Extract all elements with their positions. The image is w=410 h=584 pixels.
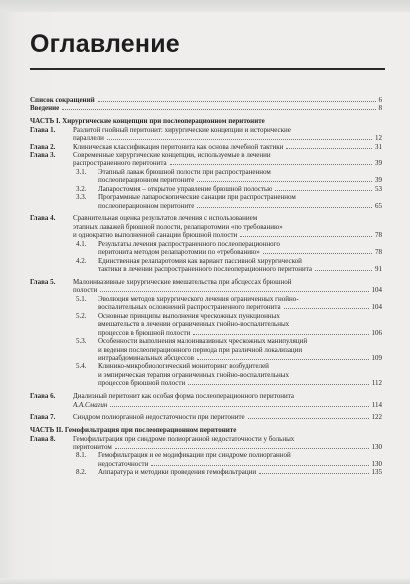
toc-entry bbox=[30, 151, 382, 168]
toc-leader-dots bbox=[275, 190, 372, 191]
toc-entry-text: распространенного перитонита bbox=[73, 159, 167, 168]
toc-entry-number: Глава 4. bbox=[30, 214, 56, 223]
toc-leader-dots bbox=[197, 207, 372, 208]
toc-entry-text: Основные принципы выполнения чрескожных пункционных bbox=[98, 311, 280, 320]
toc-entry-text: процессов в брюшной полости bbox=[98, 328, 191, 337]
toc-leader-dots bbox=[315, 270, 372, 271]
toc-page-number: 130 bbox=[371, 443, 382, 451]
toc-entry-text: и эмпирическая терапия ограниченных гнойно-воспалительных bbox=[98, 370, 290, 379]
toc-entry-text: и ведения послеоперационного периода при различной локализации bbox=[98, 345, 303, 354]
toc-entry-text: и однократно выполненной санации брюшной полости bbox=[73, 231, 238, 240]
toc-leader-dots bbox=[188, 384, 369, 385]
toc-part-heading bbox=[30, 426, 382, 434]
toc-entry-number: Глава 7. bbox=[30, 413, 56, 422]
toc-entry-number: 8.2. bbox=[76, 468, 87, 477]
toc-entry bbox=[30, 96, 382, 104]
toc-entry-number: Глава 5. bbox=[30, 277, 56, 286]
toc-page-number: 91 bbox=[375, 265, 382, 274]
toc-page-number: 109 bbox=[371, 354, 382, 363]
toc-entry bbox=[30, 312, 382, 337]
toc-entry-number: 3.1. bbox=[76, 167, 87, 176]
toc-leader-dots bbox=[286, 148, 372, 149]
toc-entry-number: 5.3. bbox=[76, 337, 87, 346]
toc-entry-text: Малоинвазивные хирургические вмешательства при абсцессах брюшной bbox=[73, 277, 292, 286]
toc-entry bbox=[30, 278, 382, 295]
toc-page-number: 104 bbox=[371, 303, 382, 312]
toc-entry-text: Введение bbox=[30, 104, 60, 113]
toc-page-number: 114 bbox=[371, 400, 382, 409]
toc-entry bbox=[30, 413, 382, 421]
toc-part-title: ЧАСТЬ I. Хирургические концепции при послеоперационном перитоните bbox=[30, 117, 265, 126]
toc-entry bbox=[30, 392, 382, 409]
toc-entry bbox=[30, 168, 382, 185]
toc-entry-text: Аппаратура и методики проведения гемофильтрации bbox=[98, 468, 257, 477]
toc-entry bbox=[30, 257, 382, 274]
toc-page-number: 78 bbox=[375, 231, 382, 240]
table-of-contents bbox=[30, 96, 382, 477]
toc-entry-number: 3.2. bbox=[76, 184, 87, 193]
toc-page-number: 135 bbox=[371, 468, 382, 477]
toc-entry-number: 3.3. bbox=[76, 193, 87, 202]
toc-page-number: 78 bbox=[375, 248, 382, 257]
toc-entry-text: Результаты лечения распространенного послеоперационного bbox=[98, 239, 280, 248]
toc-entry-text: А.А.Смагин bbox=[73, 400, 108, 409]
toc-leader-dots bbox=[248, 418, 369, 419]
toc-leader-dots bbox=[197, 181, 372, 182]
toc-leader-dots bbox=[193, 334, 368, 335]
toc-entry-text: Гемофильтрация при синдроме полиорганной недостаточности у больных bbox=[73, 434, 295, 443]
toc-entry bbox=[30, 468, 382, 476]
toc-entry bbox=[30, 362, 382, 387]
toc-entry-number: 8.1. bbox=[76, 451, 87, 460]
toc-entry-text: полости bbox=[73, 286, 98, 295]
page-title: Оглавление bbox=[30, 30, 180, 58]
toc-leader-dots bbox=[197, 359, 369, 360]
toc-leader-dots bbox=[110, 406, 368, 407]
toc-leader-dots bbox=[107, 139, 372, 140]
toc-page-number: 31 bbox=[375, 142, 382, 151]
toc-entry bbox=[30, 185, 382, 193]
toc-entry-text: Клинико-микробиологический мониторинг возбудителей bbox=[98, 362, 269, 371]
toc-entry-text: Сравнительная оценка результатов лечения с использованием bbox=[73, 214, 258, 223]
toc-entry bbox=[30, 193, 382, 210]
title-rule bbox=[30, 68, 385, 70]
top-margin-strip bbox=[0, 0, 410, 12]
toc-page-number: 39 bbox=[375, 176, 382, 185]
toc-entry-text: послеоперационном перитоните bbox=[98, 201, 195, 210]
toc-entry-text: Список сокращений bbox=[30, 96, 95, 104]
toc-page-number: 130 bbox=[371, 459, 382, 468]
toc-page-number: 8 bbox=[378, 104, 382, 113]
toc-page-number: 112 bbox=[371, 379, 382, 388]
toc-leader-dots bbox=[170, 164, 372, 165]
toc-entry-text: Современные хирургические концепции, используемые в лечении bbox=[73, 151, 271, 160]
toc-entry-text: воспалительных осложнений распространенного перитонита bbox=[98, 303, 281, 312]
toc-entry-number: 4.2. bbox=[76, 256, 87, 265]
toc-entry-number: Глава 3. bbox=[30, 151, 56, 160]
toc-entry-number: 5.4. bbox=[76, 362, 87, 371]
toc-leader-dots bbox=[98, 101, 376, 102]
toc-entry-number: Глава 2. bbox=[30, 142, 56, 151]
toc-entry bbox=[30, 143, 382, 151]
toc-part-title: ЧАСТЬ II. Гемофильтрация при послеоперационном перитоните bbox=[30, 426, 237, 435]
toc-page-number: 122 bbox=[371, 413, 382, 422]
toc-entry-text: параллели bbox=[73, 134, 104, 143]
toc-entry-number: 5.1. bbox=[76, 294, 87, 303]
toc-leader-dots bbox=[62, 109, 375, 110]
bottom-margin-strip bbox=[0, 578, 410, 584]
toc-entry bbox=[30, 295, 382, 312]
toc-entry-number: 4.1. bbox=[76, 239, 87, 248]
toc-entry-text: Единственная релапаротомия как вариант пассивной хирургической bbox=[98, 256, 302, 265]
toc-entry bbox=[30, 435, 382, 452]
toc-entry-text: Диализный перитонит как особая форма послеоперационного перитонита bbox=[73, 392, 294, 401]
toc-entry-text: Синдром полиорганной недостаточности при перитоните bbox=[73, 413, 245, 422]
toc-entry-text: процессов брюшной полости bbox=[98, 379, 186, 388]
toc-entry-text: Эволюция методов хирургического лечения ограниченных гнойно- bbox=[98, 294, 299, 303]
toc-entry-text: недостаточности bbox=[98, 459, 149, 468]
toc-leader-dots bbox=[284, 308, 369, 309]
toc-entry-text: тактики в лечении распространенного послеоперационного перитонита bbox=[98, 265, 312, 274]
toc-entry-text: перитонита методом релапаротомии по «требованию» bbox=[98, 248, 260, 257]
toc-entry-number: Глава 1. bbox=[30, 125, 56, 134]
toc-part-heading bbox=[30, 117, 382, 125]
toc-entry-text: Гемофильтрация и ее модификации при синдроме полиорганной bbox=[98, 451, 291, 460]
toc-page-number: 39 bbox=[375, 159, 382, 168]
toc-entry-number: Глава 6. bbox=[30, 392, 56, 401]
toc-entry-text: перитонитом bbox=[73, 443, 112, 451]
toc-entry bbox=[30, 126, 382, 143]
toc-entry bbox=[30, 104, 382, 112]
toc-leader-dots bbox=[259, 473, 368, 474]
toc-entry-text: Этапный лаваж брюшной полости при распространенном bbox=[98, 167, 271, 176]
toc-entry-text: Лапаростомия – открытое управление брюшной полостью bbox=[98, 184, 273, 193]
toc-entry-text: этапных лаважей брюшной полости, релапаротомии «по требованию» bbox=[73, 222, 283, 231]
toc-entry-text: Разлитой гнойный перитонит: хирургические концепции и исторические bbox=[73, 125, 291, 134]
toc-entry bbox=[30, 214, 382, 239]
toc-leader-dots bbox=[100, 291, 368, 292]
toc-leader-dots bbox=[151, 465, 368, 466]
toc-entry-text: интраабдоминальных абсцессов bbox=[98, 354, 194, 363]
toc-entry-text: вмешательств в лечении ограниченных гнойно-воспалительных bbox=[98, 320, 290, 329]
toc-entry-text: послеоперационном перитоните bbox=[98, 176, 195, 185]
toc-leader-dots bbox=[240, 236, 372, 237]
toc-entry-text: Программные лапароскопические санации при распространенном bbox=[98, 193, 296, 202]
toc-entry-number: 5.2. bbox=[76, 311, 87, 320]
toc-entry bbox=[30, 240, 382, 257]
toc-page-number: 106 bbox=[371, 328, 382, 337]
toc-page-number: 65 bbox=[375, 201, 382, 210]
toc-page-number: 12 bbox=[375, 134, 382, 143]
toc-entry-text: Клиническая классификация перитонита как основа лечебной тактики bbox=[73, 142, 284, 151]
toc-entry-number: Глава 8. bbox=[30, 434, 56, 443]
toc-page-number: 6 bbox=[378, 96, 382, 104]
toc-entry-text: Особенности выполнения малоинвазивных чрескожных манипуляций bbox=[98, 337, 308, 346]
toc-entry bbox=[30, 451, 382, 468]
toc-entry bbox=[30, 337, 382, 362]
toc-leader-dots bbox=[115, 448, 369, 449]
toc-page-number: 104 bbox=[371, 286, 382, 295]
toc-leader-dots bbox=[263, 253, 372, 254]
toc-page-number: 53 bbox=[375, 184, 382, 193]
